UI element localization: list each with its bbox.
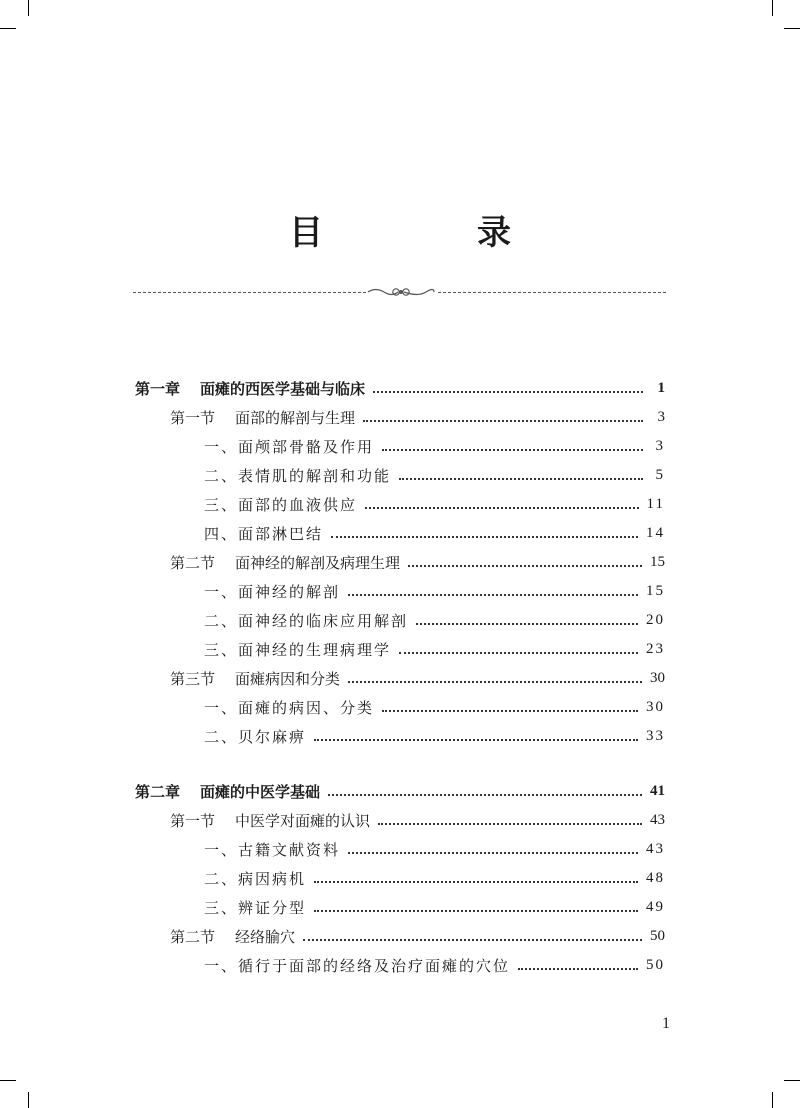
toc-item-page: 50 — [646, 957, 665, 973]
toc-item-page: 20 — [646, 612, 665, 628]
toc-item-page: 30 — [646, 699, 665, 715]
dot-leader — [348, 852, 638, 854]
toc-section-number: 第一节 — [170, 409, 216, 427]
toc-section[interactable] — [170, 403, 665, 432]
toc-item[interactable] — [204, 606, 665, 635]
crop-mark — [0, 28, 16, 29]
toc-item[interactable] — [204, 519, 665, 548]
dot-leader — [348, 594, 638, 596]
toc-section[interactable] — [170, 664, 665, 693]
crop-mark — [28, 1092, 29, 1108]
toc-item[interactable] — [204, 490, 665, 519]
dot-leader — [382, 710, 638, 712]
crop-mark — [784, 1080, 800, 1081]
toc-section-title — [170, 407, 355, 428]
toc-item-title: 二、病因病机 — [204, 870, 307, 888]
toc-section[interactable] — [170, 922, 665, 951]
scroll-ornament-icon — [366, 283, 436, 301]
toc-item[interactable] — [204, 835, 665, 864]
dot-leader — [378, 823, 642, 825]
toc-chapter[interactable] — [135, 777, 665, 806]
toc-section-text: 经络腧穴 — [235, 928, 296, 946]
toc-item[interactable] — [204, 635, 665, 664]
toc-item-title: 一、循行于面部的经络及治疗面瘫的穴位 — [204, 957, 511, 975]
toc-chapter-title — [135, 378, 365, 399]
toc-item-title: 二、表情肌的解剖和功能 — [204, 467, 392, 485]
crop-mark — [772, 1092, 773, 1108]
toc-chapter-text: 面瘫的西医学基础与临床 — [200, 380, 366, 398]
toc-item-page: 43 — [646, 841, 665, 857]
toc-section-title — [170, 810, 370, 831]
toc-section-page: 30 — [650, 670, 665, 686]
toc-item-title: 三、面神经的生理病理学 — [204, 641, 392, 659]
toc-item-page: 11 — [646, 496, 665, 512]
toc-section-page: 3 — [657, 409, 665, 425]
toc-section-title — [170, 552, 400, 573]
dot-leader — [373, 391, 643, 393]
toc-section-number: 第三节 — [170, 670, 216, 688]
page-title: 目 录 — [289, 213, 571, 253]
toc-item-page: 33 — [646, 728, 665, 744]
crop-mark — [772, 0, 773, 16]
toc-item[interactable] — [204, 693, 665, 722]
toc-item-title: 二、贝尔麻痹 — [204, 728, 307, 746]
toc-chapter-number: 第二章 — [135, 783, 181, 801]
toc-chapter-page: 1 — [657, 380, 665, 396]
toc-chapter-title — [135, 781, 320, 802]
toc-item-title: 三、辨证分型 — [204, 899, 307, 917]
toc-item[interactable] — [204, 864, 665, 893]
toc-section-number: 第一节 — [170, 812, 216, 830]
dot-leader — [331, 536, 638, 538]
dot-leader — [314, 910, 638, 912]
toc-section-text: 面部的解剖与生理 — [235, 409, 356, 427]
toc-item-title: 三、面部的血液供应 — [204, 496, 358, 514]
toc-section-number: 第二节 — [170, 928, 216, 946]
toc-chapter-number: 第一章 — [135, 380, 181, 398]
dot-leader — [348, 681, 642, 683]
page-number: 1 — [662, 1015, 670, 1032]
crop-mark — [0, 1080, 16, 1081]
toc-item-title: 四、面部淋巴结 — [204, 525, 324, 543]
dot-leader — [314, 739, 638, 741]
dot-leader — [408, 565, 642, 567]
toc-item-page: 15 — [646, 583, 665, 599]
toc-chapter-page: 41 — [650, 783, 665, 799]
dot-leader — [363, 420, 643, 422]
toc-section-page: 43 — [650, 812, 665, 828]
toc-item-title: 一、面神经的解剖 — [204, 583, 341, 601]
toc-item[interactable] — [204, 461, 665, 490]
toc-section[interactable] — [170, 806, 665, 835]
toc-section-title — [170, 926, 295, 947]
toc-item-page: 23 — [646, 641, 665, 657]
crop-mark — [28, 0, 29, 16]
toc-item-title: 二、面神经的临床应用解剖 — [204, 612, 409, 630]
dot-leader — [365, 507, 639, 509]
toc-item-page: 5 — [655, 467, 665, 483]
dot-leader — [328, 794, 642, 796]
toc-section-number: 第二节 — [170, 554, 216, 572]
toc-item-title: 一、面瘫的病因、分类 — [204, 699, 375, 717]
toc-section-page: 15 — [650, 554, 665, 570]
toc-section[interactable] — [170, 548, 665, 577]
toc-item[interactable] — [204, 577, 665, 606]
dot-leader — [399, 652, 638, 654]
dot-leader — [382, 449, 643, 451]
toc-section-title — [170, 668, 340, 689]
crop-mark — [784, 28, 800, 29]
dot-leader — [416, 623, 638, 625]
toc-item-title: 一、古籍文献资料 — [204, 841, 341, 859]
toc-section-text: 面神经的解剖及病理生理 — [235, 554, 401, 572]
toc-item[interactable] — [204, 722, 665, 751]
toc-chapter[interactable] — [135, 374, 665, 403]
dot-leader — [399, 478, 643, 480]
dot-leader — [518, 968, 638, 970]
toc-section-text: 面瘫病因和分类 — [235, 670, 341, 688]
toc-chapter-text: 面瘫的中医学基础 — [200, 783, 321, 801]
toc-item-page: 49 — [646, 899, 665, 915]
toc-item[interactable] — [204, 893, 665, 922]
toc-item[interactable] — [204, 951, 665, 980]
toc-section-page: 50 — [650, 928, 665, 944]
toc-item-page: 14 — [646, 525, 665, 541]
toc-item-page: 48 — [646, 870, 665, 886]
toc-section-text: 中医学对面瘫的认识 — [235, 812, 371, 830]
dot-leader — [303, 939, 642, 941]
toc-item[interactable] — [204, 432, 665, 461]
toc-item-page: 3 — [655, 438, 665, 454]
dot-leader — [314, 881, 638, 883]
toc-item-title: 一、面颅部骨骼及作用 — [204, 438, 375, 456]
